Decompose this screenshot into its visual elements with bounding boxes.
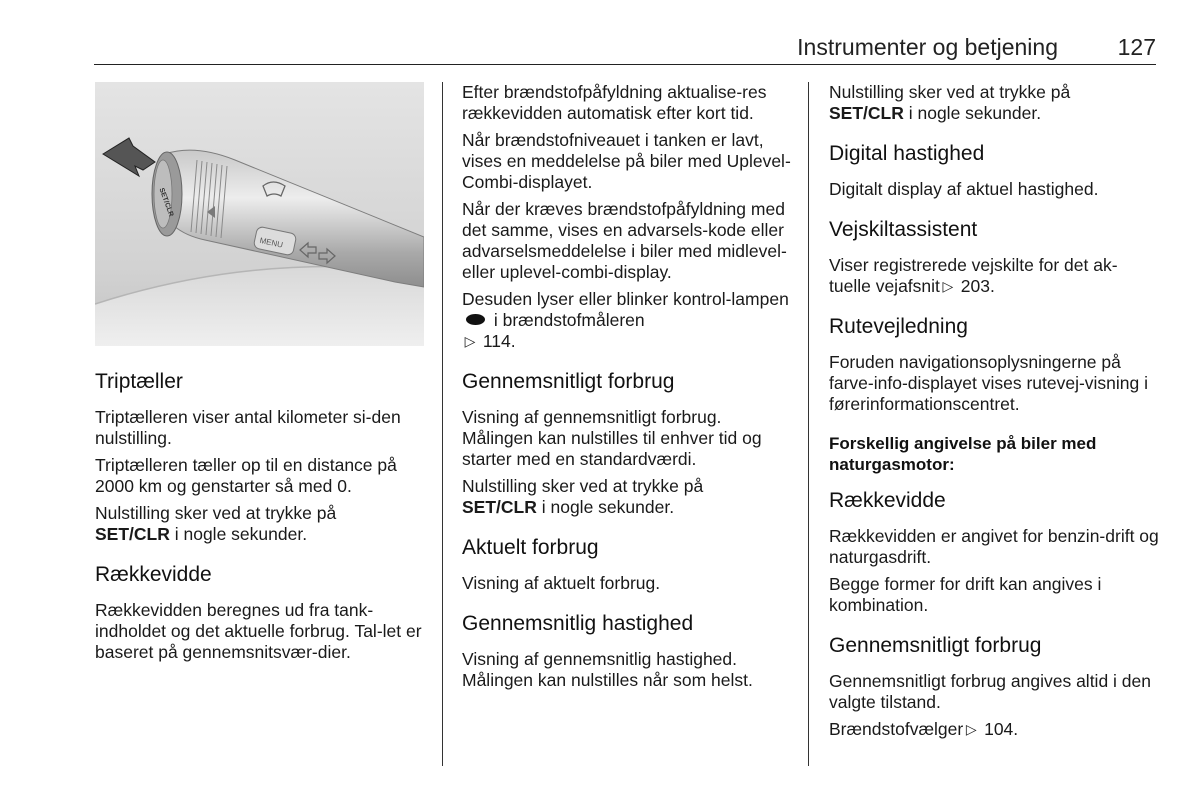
paragraph: Triptælleren tæller op til en distance på 2000 km og genstarter så med 0. [95, 455, 397, 496]
paragraph: Nulstilling sker ved at trykke på SET/CLR i nogle sekunder. [95, 503, 337, 544]
heading-raekkevidde: Rækkevidde [95, 563, 212, 586]
menu-button-label: MENU [258, 235, 284, 250]
fuel-warning-lamp-icon [466, 314, 485, 325]
heading-gennemsnitlig-hastighed: Gennemsnitlig hastighed [462, 612, 694, 635]
paragraph: Efter brændstofpåfyldning aktualise-res rækkevidden automatisk efter kort tid. [462, 82, 767, 123]
set-clr-label: SET/CLR [157, 187, 175, 218]
column-divider [808, 82, 809, 766]
page-reference-icon: ▷ [965, 721, 977, 737]
paragraph: Rækkevidden er angivet for benzin-drift og naturgasdrift. [829, 526, 1159, 567]
paragraph: Viser registrerede vejskilte for det ak-tuelle vejafsnit ▷ 203. [829, 255, 1118, 296]
paragraph: Rækkevidden beregnes ud fra tank-indholdet og det aktuelle forbrug. Tal-let er baseret på gennemsnitsvær-dier. [95, 600, 422, 662]
heading-raekkevidde: Rækkevidde [829, 489, 946, 512]
paragraph: Brændstofvælger ▷ 104. [829, 719, 1019, 739]
column-divider [442, 82, 443, 766]
heading-triptaeller: Triptæller [95, 370, 183, 393]
paragraph: Når brændstofniveauet i tanken er lavt, vises en meddelelse på biler med Uplevel-Combi-displayet. [462, 130, 791, 192]
paragraph: Desuden lyser eller blinker kontrol-lampen i brændstofmåleren ▷ 114. [462, 289, 789, 351]
heading-gennemsnitligt-forbrug: Gennemsnitligt forbrug [462, 370, 675, 393]
paragraph: Visning af aktuelt forbrug. [462, 573, 661, 593]
paragraph: Nulstilling sker ved at trykke på SET/CLR i nogle sekunder. [462, 476, 704, 517]
paragraph: Visning af gennemsnitlig hastighed. Målingen kan nulstilles når som helst. [462, 649, 753, 690]
page-reference-icon: ▷ [464, 333, 476, 349]
column-3 [829, 82, 1159, 746]
header-title: Instrumenter og betjening [797, 34, 1058, 60]
heading-aktuelt-forbrug: Aktuelt forbrug [462, 536, 599, 559]
stalk-illustration [95, 82, 424, 346]
paragraph: Foruden navigationsoplysningerne på farve-info-displayet vises rutevej-visning i førerinformationscentret. [829, 352, 1149, 414]
set-clr-ref: SET/CLR [462, 497, 537, 517]
page-number: 127 [1117, 34, 1156, 60]
page-reference-icon: ▷ [942, 278, 954, 294]
paragraph: Triptælleren viser antal kilometer si-den nulstilling. [95, 407, 401, 448]
set-clr-ref: SET/CLR [95, 524, 170, 544]
heading-digital-hastighed: Digital hastighed [829, 142, 985, 165]
heading-gennemsnitligt-forbrug: Gennemsnitligt forbrug [829, 634, 1042, 657]
paragraph: Nulstilling sker ved at trykke på SET/CLR i nogle sekunder. [829, 82, 1071, 123]
paragraph: Digitalt display af aktuel hastighed. [829, 179, 1099, 199]
set-clr-ref: SET/CLR [829, 103, 904, 123]
subheading-naturgas: Forskellig angivelse på biler med naturgasmotor: [829, 434, 1097, 474]
paragraph: Begge former for drift kan angives i kombination. [829, 574, 1102, 615]
column-1 [95, 82, 425, 669]
column-2 [462, 82, 794, 697]
heading-rutevejledning: Rutevejledning [829, 315, 968, 338]
paragraph: Visning af gennemsnitligt forbrug. Målingen kan nulstilles til enhver tid og starter med en standardværdi. [462, 407, 762, 469]
heading-vejskiltassistent: Vejskiltassistent [829, 218, 978, 241]
page-header [94, 34, 1156, 65]
paragraph: Gennemsnitligt forbrug angives altid i den valgte tilstand. [829, 671, 1151, 712]
paragraph: Når der kræves brændstofpåfyldning med det samme, vises en advarsels-kode eller advarselsmeddelelse i biler med midlevel- eller uplevel-combi-display. [462, 199, 787, 282]
